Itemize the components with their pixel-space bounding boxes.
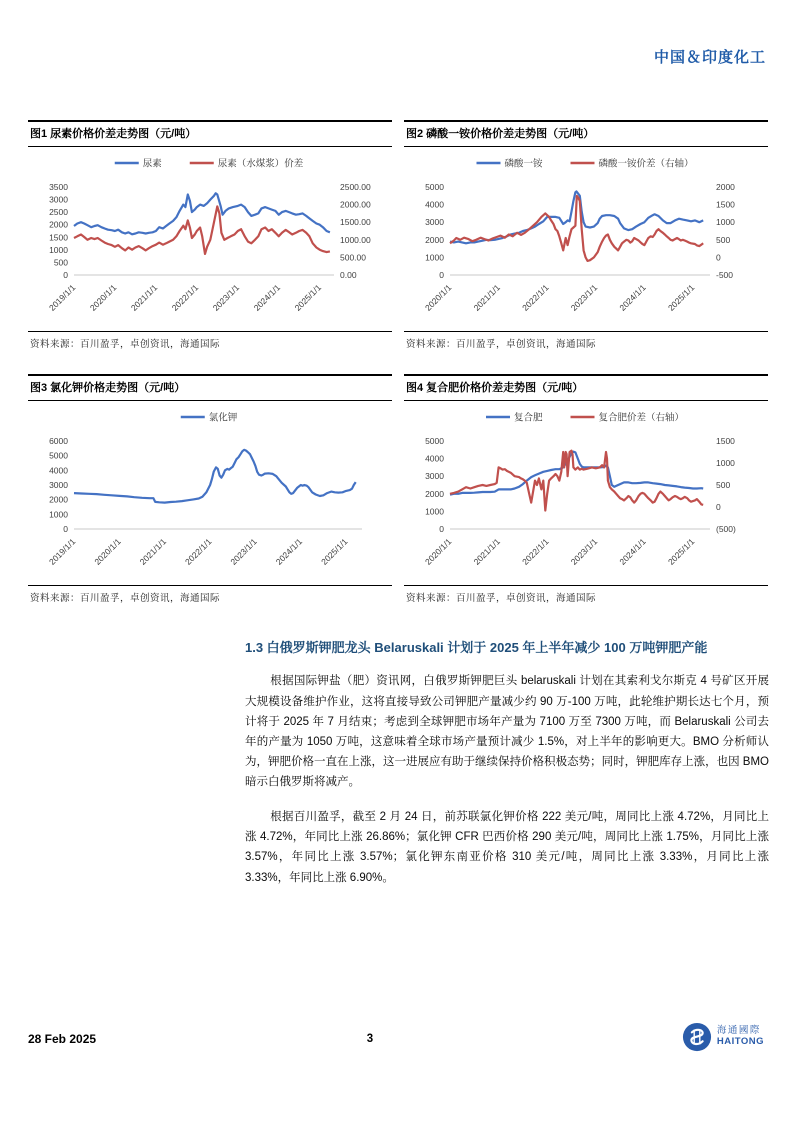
- svg-text:2019/1/1: 2019/1/1: [46, 282, 78, 314]
- svg-text:1000: 1000: [425, 506, 444, 517]
- svg-text:2000: 2000: [49, 494, 68, 505]
- svg-text:3000: 3000: [49, 194, 68, 205]
- svg-text:1500.00: 1500.00: [340, 217, 371, 228]
- svg-text:2025/1/1: 2025/1/1: [665, 282, 697, 314]
- svg-text:3500: 3500: [49, 182, 68, 193]
- svg-text:尿素: 尿素: [142, 158, 162, 170]
- figure-2-title: 图2 磷酸一铵价格价差走势图（元/吨）: [404, 120, 768, 147]
- haitong-logo: [682, 1022, 764, 1052]
- svg-text:复合肥: 复合肥: [514, 412, 543, 424]
- svg-text:2025/1/1: 2025/1/1: [665, 536, 697, 568]
- svg-text:2022/1/1: 2022/1/1: [169, 282, 201, 314]
- svg-text:1000.00: 1000.00: [340, 234, 371, 245]
- figure-4: [404, 374, 768, 604]
- svg-text:5000: 5000: [425, 182, 444, 193]
- svg-text:6000: 6000: [49, 436, 68, 447]
- figure-3-chart-area: [28, 401, 392, 583]
- svg-text:1000: 1000: [49, 509, 68, 520]
- svg-text:0: 0: [716, 252, 721, 263]
- svg-text:2000.00: 2000.00: [340, 199, 371, 210]
- svg-text:2022/1/1: 2022/1/1: [183, 536, 214, 568]
- svg-text:2020/1/1: 2020/1/1: [422, 282, 454, 314]
- svg-text:氯化钾: 氯化钾: [208, 412, 238, 424]
- haitong-logo-cn-label: 海通國際: [716, 1025, 761, 1037]
- svg-text:2022/1/1: 2022/1/1: [520, 282, 551, 314]
- svg-text:2022/1/1: 2022/1/1: [520, 536, 551, 568]
- figure-row-1: [28, 120, 768, 350]
- svg-text:-500: -500: [716, 270, 734, 281]
- haitong-coin-icon: [682, 1022, 712, 1052]
- svg-text:复合肥价差（右轴）: 复合肥价差（右轴）: [598, 412, 685, 424]
- svg-text:2024/1/1: 2024/1/1: [273, 536, 305, 568]
- figure-1-chart-area: [28, 147, 392, 329]
- svg-text:3000: 3000: [49, 480, 68, 491]
- figure-4-source: 资料来源：百川盈孚，卓创资讯，海通国际: [404, 585, 768, 604]
- page-number: 3: [366, 1033, 374, 1045]
- figure-1: [28, 120, 392, 350]
- svg-text:2000: 2000: [425, 488, 444, 499]
- body-paragraph-1: 根据国际钾盐（肥）资讯网，白俄罗斯钾肥巨头 belaruskali 计划在其索利戈尔斯克 4 号矿区开展大规模设备维护作业，这将直接导致公司钾肥产量减少约 90 万-100 万吨，此轮维护期长达七个月，预计将于 2025 年 7 月结束；考虑到全球钾肥市场年产量为 7100 万至 7300 万吨，而 Belaruskali 公司去年的产量为 1050 万吨，这意味着全球市场产量预计减少 1.5%，对上半年的影响更大。BMO 分析师认为，钾肥价格一直在上涨，这一进展应有助于继续保持价格积极态势；同时，钾肥库存上涨，也因 BMO 暗示白俄罗斯将减产。: [245, 675, 769, 789]
- svg-text:2021/1/1: 2021/1/1: [137, 536, 169, 568]
- svg-text:0: 0: [439, 524, 444, 535]
- figure-1-title: 图1 尿素价格价差走势图（元/吨）: [28, 120, 392, 147]
- svg-text:0: 0: [439, 270, 444, 281]
- svg-text:4000: 4000: [49, 465, 68, 476]
- urea-price-spread-chart: [28, 147, 392, 329]
- svg-text:2020/1/1: 2020/1/1: [422, 536, 454, 568]
- map-price-spread-chart: [404, 147, 768, 329]
- svg-text:2021/1/1: 2021/1/1: [471, 536, 503, 568]
- svg-text:1000: 1000: [49, 245, 68, 256]
- svg-text:2024/1/1: 2024/1/1: [617, 282, 648, 314]
- svg-text:2000: 2000: [716, 182, 735, 193]
- svg-text:5000: 5000: [49, 450, 68, 461]
- svg-text:1000: 1000: [425, 252, 444, 263]
- section-heading: 1.3 白俄罗斯钾肥龙头 Belaruskali 计划于 2025 年上半年减少 100 万吨钾肥产能: [245, 640, 708, 655]
- svg-text:磷酸一铵: 磷酸一铵: [504, 158, 543, 170]
- svg-text:1000: 1000: [716, 217, 735, 228]
- svg-text:2000: 2000: [425, 234, 444, 245]
- svg-text:0.00: 0.00: [340, 270, 357, 281]
- svg-text:500: 500: [53, 257, 68, 268]
- figure-4-chart-area: [404, 401, 768, 583]
- svg-text:2023/1/1: 2023/1/1: [568, 282, 600, 314]
- figure-1-source: 资料来源：百川盈孚，卓创资讯，海通国际: [28, 331, 392, 350]
- svg-text:0: 0: [63, 270, 68, 281]
- svg-text:4000: 4000: [425, 453, 444, 464]
- figure-3: [28, 374, 392, 604]
- svg-text:500: 500: [716, 480, 731, 491]
- svg-text:2025/1/1: 2025/1/1: [292, 282, 324, 314]
- svg-text:1500: 1500: [716, 199, 735, 210]
- svg-text:2000: 2000: [49, 219, 68, 230]
- svg-text:2020/1/1: 2020/1/1: [92, 536, 123, 568]
- figure-2-source: 资料来源：百川盈孚，卓创资讯，海通国际: [404, 331, 768, 350]
- footer-date: 28 Feb 2025: [28, 1032, 97, 1046]
- svg-text:2500.00: 2500.00: [340, 182, 371, 193]
- svg-text:(500): (500): [716, 524, 736, 535]
- svg-text:500.00: 500.00: [340, 252, 366, 263]
- figure-4-title: 图4 复合肥价格价差走势图（元/吨）: [404, 374, 768, 401]
- svg-text:1000: 1000: [716, 458, 735, 469]
- svg-text:5000: 5000: [425, 436, 444, 447]
- svg-text:2024/1/1: 2024/1/1: [251, 282, 283, 314]
- svg-text:0: 0: [716, 502, 721, 513]
- figure-3-source: 资料来源：百川盈孚，卓创资讯，海通国际: [28, 585, 392, 604]
- svg-text:0: 0: [63, 524, 68, 535]
- svg-text:2021/1/1: 2021/1/1: [128, 282, 160, 314]
- svg-text:1500: 1500: [49, 232, 68, 243]
- svg-text:磷酸一铵价差（右轴）: 磷酸一铵价差（右轴）: [598, 158, 694, 170]
- haitong-logo-en-label: HAITONG: [716, 1036, 764, 1047]
- figure-3-title: 图3 氯化钾价格走势图（元/吨）: [28, 374, 392, 401]
- svg-text:2020/1/1: 2020/1/1: [87, 282, 119, 314]
- report-category-label: 中国＆印度化工: [653, 49, 766, 66]
- svg-text:2025/1/1: 2025/1/1: [319, 536, 350, 568]
- compound-fertilizer-price-spread-chart: [404, 401, 768, 583]
- body-paragraph-2: 根据百川盈孚，截至 2 月 24 日，前苏联氯化钾价格 222 美元/吨，周同比上涨 4.72%，月同比上涨 4.72%，年同比上涨 26.86%；氯化钾 CFR 巴西价格 290 美元/吨，周同比上涨 1.75%，月同比上涨 3.57%，年同比上涨 3.57%；氯化钾东南亚价格 310 美元/吨，周同比上涨 3.33%，月同比上涨 3.33%，年同比上涨 6.90%。: [245, 811, 769, 884]
- figure-row-2: [28, 374, 768, 604]
- svg-text:3000: 3000: [425, 471, 444, 482]
- svg-text:2023/1/1: 2023/1/1: [568, 536, 600, 568]
- svg-text:2019/1/1: 2019/1/1: [46, 536, 78, 568]
- figure-2-chart-area: [404, 147, 768, 329]
- svg-text:2021/1/1: 2021/1/1: [471, 282, 503, 314]
- svg-text:2024/1/1: 2024/1/1: [617, 536, 648, 568]
- svg-text:2023/1/1: 2023/1/1: [228, 536, 259, 568]
- svg-text:2500: 2500: [49, 207, 68, 218]
- svg-text:1500: 1500: [716, 436, 735, 447]
- svg-text:500: 500: [716, 234, 731, 245]
- svg-text:2023/1/1: 2023/1/1: [210, 282, 242, 314]
- svg-text:尿素（水煤浆）价差: 尿素（水煤浆）价差: [217, 158, 304, 170]
- svg-text:3000: 3000: [425, 217, 444, 228]
- section-1-3: [245, 636, 769, 903]
- haitong-logo-text: [717, 1026, 764, 1048]
- potassium-chloride-price-chart: [28, 401, 392, 583]
- figure-2: [404, 120, 768, 350]
- svg-text:4000: 4000: [425, 199, 444, 210]
